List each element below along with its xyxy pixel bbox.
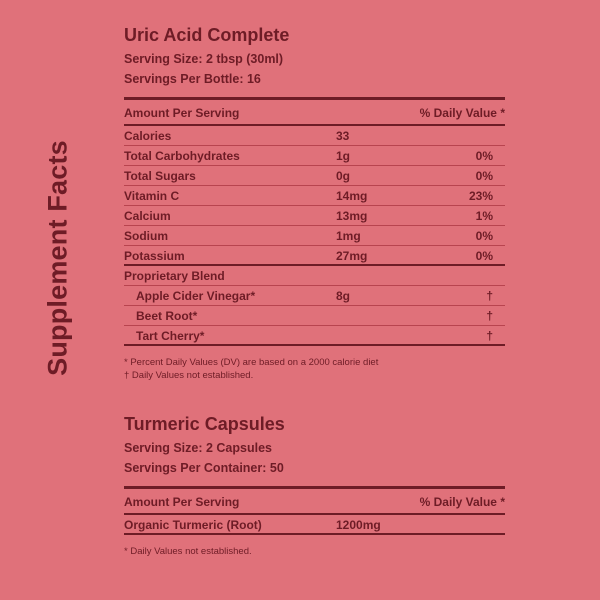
servings-per-container: Servings Per Container: 50 (124, 461, 284, 475)
servings-per-bottle: Servings Per Bottle: 16 (124, 72, 261, 86)
ingredient-name: Organic Turmeric (Root) (124, 518, 262, 532)
ingredient-dv: † (486, 289, 493, 303)
table-row (124, 206, 505, 226)
ingredient-name: Beet Root* (136, 309, 198, 323)
table-row (124, 146, 505, 166)
serving-size: Serving Size: 2 tbsp (30ml) (124, 52, 284, 66)
footnotes (124, 545, 505, 558)
ingredient-amount: 8g (336, 289, 351, 303)
nutrient-name: Total Carbohydrates (124, 149, 240, 163)
nutrient-amount: 13mg (336, 209, 368, 223)
nutrient-dv: 1% (475, 209, 493, 223)
table-header (124, 489, 505, 515)
nutrient-amount: 1g (336, 149, 351, 163)
daily-value-label: % Daily Value * (419, 495, 505, 509)
footnote: * Percent Daily Values (DV) are based on a 2000 calorie diet (124, 357, 379, 368)
proprietary-blend-label: Proprietary Blend (124, 269, 225, 283)
nutrient-name: Calories (124, 129, 172, 143)
nutrient-name: Sodium (124, 229, 168, 243)
table-row (124, 286, 505, 306)
daily-value-label: % Daily Value * (419, 106, 505, 120)
table-row (124, 326, 505, 346)
nutrient-name: Vitamin C (124, 189, 180, 203)
nutrient-name: Calcium (124, 209, 171, 223)
footnote: † Daily Values not established. (124, 370, 254, 381)
table-header (124, 100, 505, 126)
ingredient-name: Tart Cherry* (136, 329, 205, 343)
turmeric-panel (124, 410, 505, 558)
table-row (124, 515, 505, 535)
amount-per-serving-label: Amount Per Serving (124, 495, 240, 509)
supplement-facts-title: Supplement Facts (42, 140, 73, 376)
table-row (124, 306, 505, 326)
nutrient-dv: 0% (475, 169, 493, 183)
proprietary-blend-row (124, 266, 505, 286)
table-row (124, 226, 505, 246)
footnotes (124, 356, 505, 382)
nutrient-amount: 1mg (336, 229, 361, 243)
ingredient-dv: † (486, 329, 493, 343)
table-row (124, 126, 505, 146)
product-title: Uric Acid Complete (124, 25, 290, 45)
table-row (124, 186, 505, 206)
nutrient-dv: 0% (475, 149, 493, 163)
serving-size: Serving Size: 2 Capsules (124, 441, 272, 455)
table-row (124, 166, 505, 186)
product-title: Turmeric Capsules (124, 414, 285, 434)
footnote: * Daily Values not established. (124, 546, 252, 557)
nutrient-dv: 0% (475, 229, 493, 243)
nutrient-name: Potassium (124, 249, 185, 263)
nutrient-dv: 0% (475, 249, 493, 263)
ingredient-name: Apple Cider Vinegar* (136, 289, 256, 303)
nutrient-amount: 27mg (336, 249, 368, 263)
nutrient-name: Total Sugars (124, 169, 196, 183)
nutrient-amount: 33 (336, 129, 350, 143)
table-row (124, 246, 505, 266)
ingredient-dv: † (486, 309, 493, 323)
nutrient-amount: 14mg (336, 189, 368, 203)
uric-acid-panel (124, 21, 505, 382)
nutrient-dv: 23% (468, 189, 493, 203)
ingredient-amount: 1200mg (336, 518, 381, 532)
amount-per-serving-label: Amount Per Serving (124, 106, 240, 120)
nutrient-amount: 0g (336, 169, 351, 183)
